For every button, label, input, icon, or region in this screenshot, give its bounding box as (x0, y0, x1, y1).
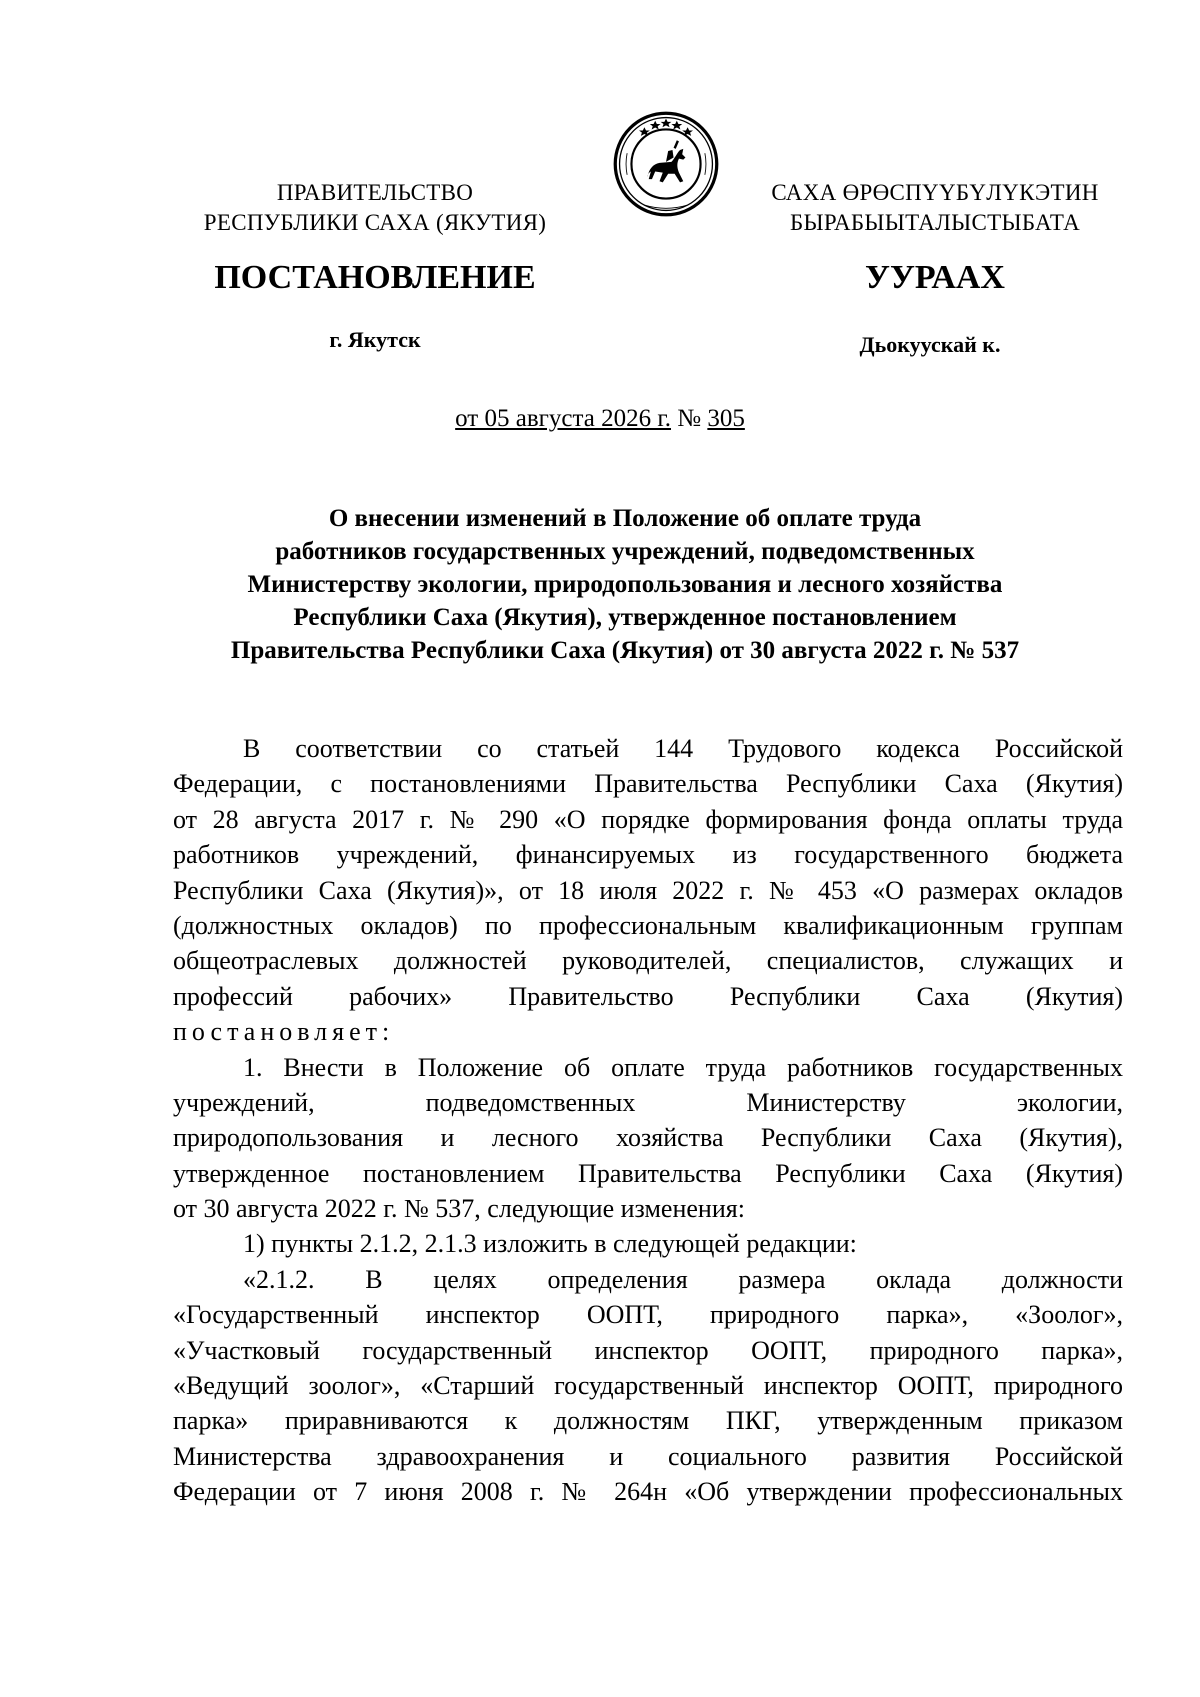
document-type-sakha: УУРААХ (865, 259, 1005, 296)
subject-line: Министерству экологии, природопользования и лесного хозяйства (247, 571, 1003, 598)
body-line: «Участковый государственный инспектор ООПТ, природного парка», (173, 1335, 1123, 1365)
issuer-name-sakha (745, 178, 1125, 238)
subject-line: работников государственных учреждений, подведомственных (275, 538, 975, 565)
document-subject (165, 502, 1085, 667)
sakha-coat-of-arms-icon (612, 110, 720, 218)
body-line: Республики Саха (Якутия)», от 18 июля 2022 г. № 453 «О размерах окладов (173, 875, 1123, 905)
body-line: Федерации от 7 июня 2008 г. № 264н «Об утверждении профессиональных (173, 1477, 1123, 1507)
body-line: «Ведущий зоолог», «Старший государственный инспектор ООПТ, природного (173, 1371, 1123, 1401)
body-line: утвержденное постановлением Правительства Республики Саха (Якутия) (173, 1158, 1123, 1188)
issuer-line: ПРАВИТЕЛЬСТВО (276, 180, 474, 205)
issuer-line: РЕСПУБЛИКИ САХА (ЯКУТИЯ) (203, 210, 547, 235)
issuer-name-russian (160, 178, 590, 238)
city-russian: г. Якутск (329, 327, 421, 352)
body-line: парка» приравниваются к должностям ПКГ, утвержденным приказом (173, 1406, 1123, 1436)
body-line: Федерации, с постановлениями Правительства Республики Саха (Якутия) (173, 769, 1123, 799)
body-line: постановляет: (173, 1017, 395, 1047)
body-line: от 28 августа 2017 г. № 290 «О порядке формирования фонда оплаты труда (173, 804, 1123, 834)
body-line: «Государственный инспектор ООПТ, природного парка», «Зоолог», (173, 1300, 1123, 1330)
city-sakha: Дьокуускай к. (859, 332, 1001, 357)
body-line: «2.1.2. В целях определения размера оклада должности (243, 1264, 1123, 1294)
body-line: Министерства здравоохранения и социального развития Российской (173, 1441, 1123, 1471)
document-date: от 05 августа 2026 г. (455, 405, 671, 432)
subject-line: Правительства Республики Саха (Якутия) от 30 августа 2022 г. № 537 (230, 637, 1020, 664)
number-sign: № (677, 405, 702, 432)
body-line: учреждений, подведомственных Министерству экологии, (173, 1087, 1123, 1117)
body-line: 1) пункты 2.1.2, 2.1.3 изложить в следующей редакции: (243, 1229, 857, 1259)
body-line: (должностных окладов) по профессиональным квалификационным группам (173, 910, 1123, 940)
body-line: работников учреждений, финансируемых из государственного бюджета (173, 840, 1123, 870)
issuer-line: САХА ӨРӨСПҮҮБҮЛҮКЭТИН (771, 180, 1099, 205)
body-line: общеотраслевых должностей руководителей, специалистов, служащих и (173, 946, 1123, 976)
subject-line: О внесении изменений в Положение об оплате труда (328, 505, 922, 532)
body-line: профессий рабочих» Правительство Республики Саха (Якутия) (173, 981, 1123, 1011)
body-line: природопользования и лесного хозяйства Республики Саха (Якутия), (173, 1123, 1123, 1153)
document-date-number (300, 404, 900, 434)
body-line: 1. Внести в Положение об оплате труда работников государственных (243, 1052, 1123, 1082)
subject-line: Республики Саха (Якутия), утвержденное постановлением (293, 604, 957, 631)
document-type-russian: ПОСТАНОВЛЕНИЕ (214, 259, 536, 296)
body-line: от 30 августа 2022 г. № 537, следующие изменения: (173, 1194, 745, 1224)
issuer-line: БЫРАБЫЫТАЛЫСТЫБАТА (789, 210, 1081, 235)
document-body (173, 731, 1123, 1510)
body-line: В соответствии со статьей 144 Трудового кодекса Российской (243, 734, 1123, 763)
document-number: 305 (707, 405, 745, 432)
